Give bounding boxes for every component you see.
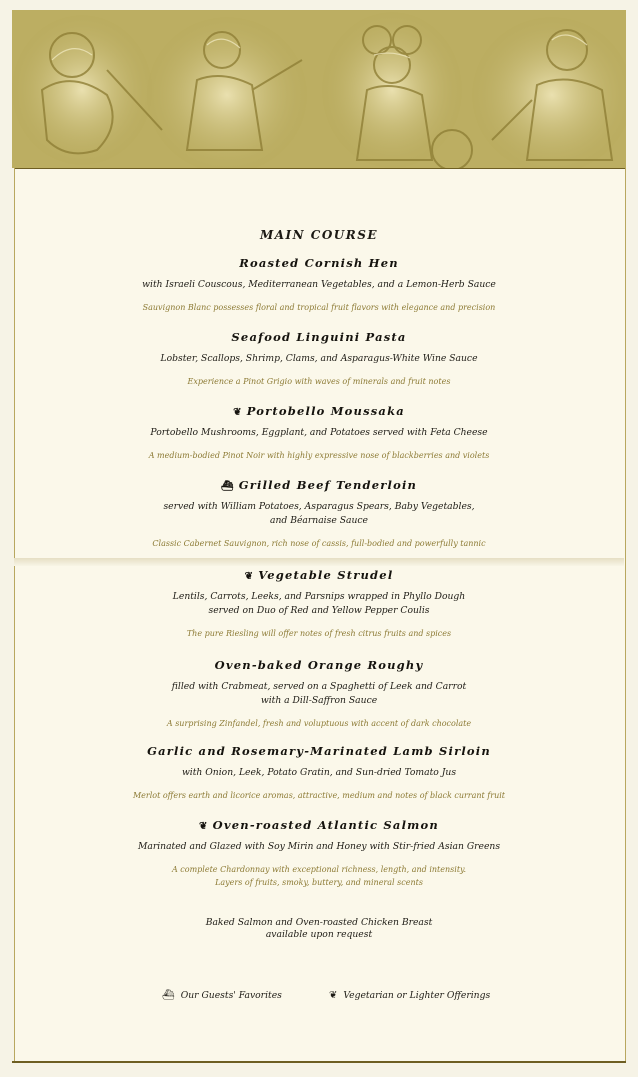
frame-top-line xyxy=(15,168,625,169)
menu-item xyxy=(14,658,624,730)
description-line: served on Duo of Red and Yellow Pepper Coulis xyxy=(208,605,430,616)
dish-description xyxy=(14,500,624,528)
menu-item xyxy=(14,256,624,314)
wine-line: A complete Chardonnay with exceptional richness, length, and intensity. xyxy=(171,865,467,874)
dish-title: Vegetable Strudel xyxy=(258,568,394,582)
embossed-character-banner xyxy=(12,10,626,168)
legend-favorites xyxy=(162,990,282,1001)
wine-line: Experience a Pinot Grigio with waves of minerals and fruit notes xyxy=(187,377,451,386)
alternative-note xyxy=(14,917,624,941)
dish-description xyxy=(14,840,624,854)
menu-item xyxy=(14,744,624,802)
wine-pairing xyxy=(14,537,624,550)
wine-line: Classic Cabernet Sauvignon, rich nose of cassis, full-bodied and powerfully tannic xyxy=(152,539,486,548)
wine-line: A medium-bodied Pinot Noir with highly expressive nose of blackberries and violets xyxy=(148,451,490,460)
frame-bottom-line xyxy=(12,1061,626,1063)
mickey-icon: ❦ xyxy=(233,407,243,418)
description-line: Lobster, Scallops, Shrimp, Clams, and Asparagus-White Wine Sauce xyxy=(160,353,478,364)
dish-title: Garlic and Rosemary-Marinated Lamb Sirloin xyxy=(147,744,491,758)
menu-item xyxy=(14,568,624,640)
wine-line: A surprising Zinfandel, fresh and voluptuous with accent of dark chocolate xyxy=(166,719,472,728)
dish-name xyxy=(14,568,624,582)
dish-description xyxy=(14,352,624,366)
description-line: with Israeli Couscous, Mediterranean Vegetables, and a Lemon-Herb Sauce xyxy=(142,279,496,290)
legend-vegetarian-label: Vegetarian or Lighter Offerings xyxy=(343,990,491,1001)
dish-description xyxy=(14,766,624,780)
wine-line: Layers of fruits, smoky, buttery, and mineral scents xyxy=(215,878,423,887)
wine-line: Sauvignon Blanc possesses floral and tropical fruit flavors with elegance and precision xyxy=(142,303,496,312)
mickey-icon: ❦ xyxy=(329,990,338,1001)
wine-line: Merlot offers earth and licorice aromas, attractive, medium and notes of black currant fruit xyxy=(132,791,506,800)
description-line: with Onion, Leek, Potato Gratin, and Sun-dried Tomato Jus xyxy=(181,767,457,778)
menu-item xyxy=(14,478,624,550)
wine-pairing xyxy=(14,449,624,462)
dish-description xyxy=(14,426,624,440)
description-line: Lentils, Carrots, Leeks, and Parsnips wrapped in Phyllo Dough xyxy=(172,591,466,602)
dish-title: Seafood Linguini Pasta xyxy=(231,330,407,344)
alternative-line: Baked Salmon and Oven-roasted Chicken Breast xyxy=(205,917,433,928)
description-line: served with William Potatoes, Asparagus Spears, Baby Vegetables, xyxy=(163,501,475,512)
mickey-icon: ❦ xyxy=(244,571,255,582)
wine-line: The pure Riesling will offer notes of fresh citrus fruits and spices xyxy=(186,629,452,638)
banner-illustration xyxy=(12,10,626,168)
dish-name xyxy=(14,404,624,418)
alternative-line: available upon request xyxy=(265,929,373,940)
dish-name xyxy=(14,256,624,270)
dish-description xyxy=(14,680,624,708)
wine-pairing xyxy=(14,301,624,314)
menu-item xyxy=(14,404,624,462)
ship-icon: ⛴ xyxy=(220,481,235,492)
dish-title: Oven-baked Orange Roughy xyxy=(214,658,424,672)
wine-pairing xyxy=(14,627,624,640)
dish-name xyxy=(14,818,624,832)
description-line: Marinated and Glazed with Soy Mirin and Honey with Stir-fried Asian Greens xyxy=(137,841,501,852)
description-line: Portobello Mushrooms, Eggplant, and Potatoes served with Feta Cheese xyxy=(150,427,488,438)
page-fold xyxy=(14,558,624,566)
description-line: with a Dill-Saffron Sauce xyxy=(260,695,378,706)
dish-name xyxy=(14,658,624,672)
dish-title: Portobello Moussaka xyxy=(246,404,405,418)
dish-name xyxy=(14,330,624,344)
legend-favorites-label: Our Guests' Favorites xyxy=(180,990,282,1001)
wine-pairing xyxy=(14,789,624,802)
menu-item xyxy=(14,330,624,388)
section-title: MAIN COURSE xyxy=(259,228,379,242)
menu-item xyxy=(14,818,624,889)
dish-name xyxy=(14,478,624,492)
legend-vegetarian xyxy=(329,990,490,1001)
dish-description xyxy=(14,278,624,292)
wine-pairing xyxy=(14,863,624,889)
dish-title: Grilled Beef Tenderloin xyxy=(238,478,418,492)
description-line: and Béarnaise Sauce xyxy=(270,515,368,526)
wine-pairing xyxy=(14,717,624,730)
dish-title: Roasted Cornish Hen xyxy=(239,256,399,270)
description-line: filled with Crabmeat, served on a Spaghetti of Leek and Carrot xyxy=(171,681,467,692)
dish-description xyxy=(14,590,624,618)
mickey-icon: ❦ xyxy=(199,821,209,832)
wine-pairing xyxy=(14,375,624,388)
ship-icon: ⛴ xyxy=(162,990,175,1001)
dish-name xyxy=(14,744,624,758)
dish-title: Oven-roasted Atlantic Salmon xyxy=(212,818,439,832)
